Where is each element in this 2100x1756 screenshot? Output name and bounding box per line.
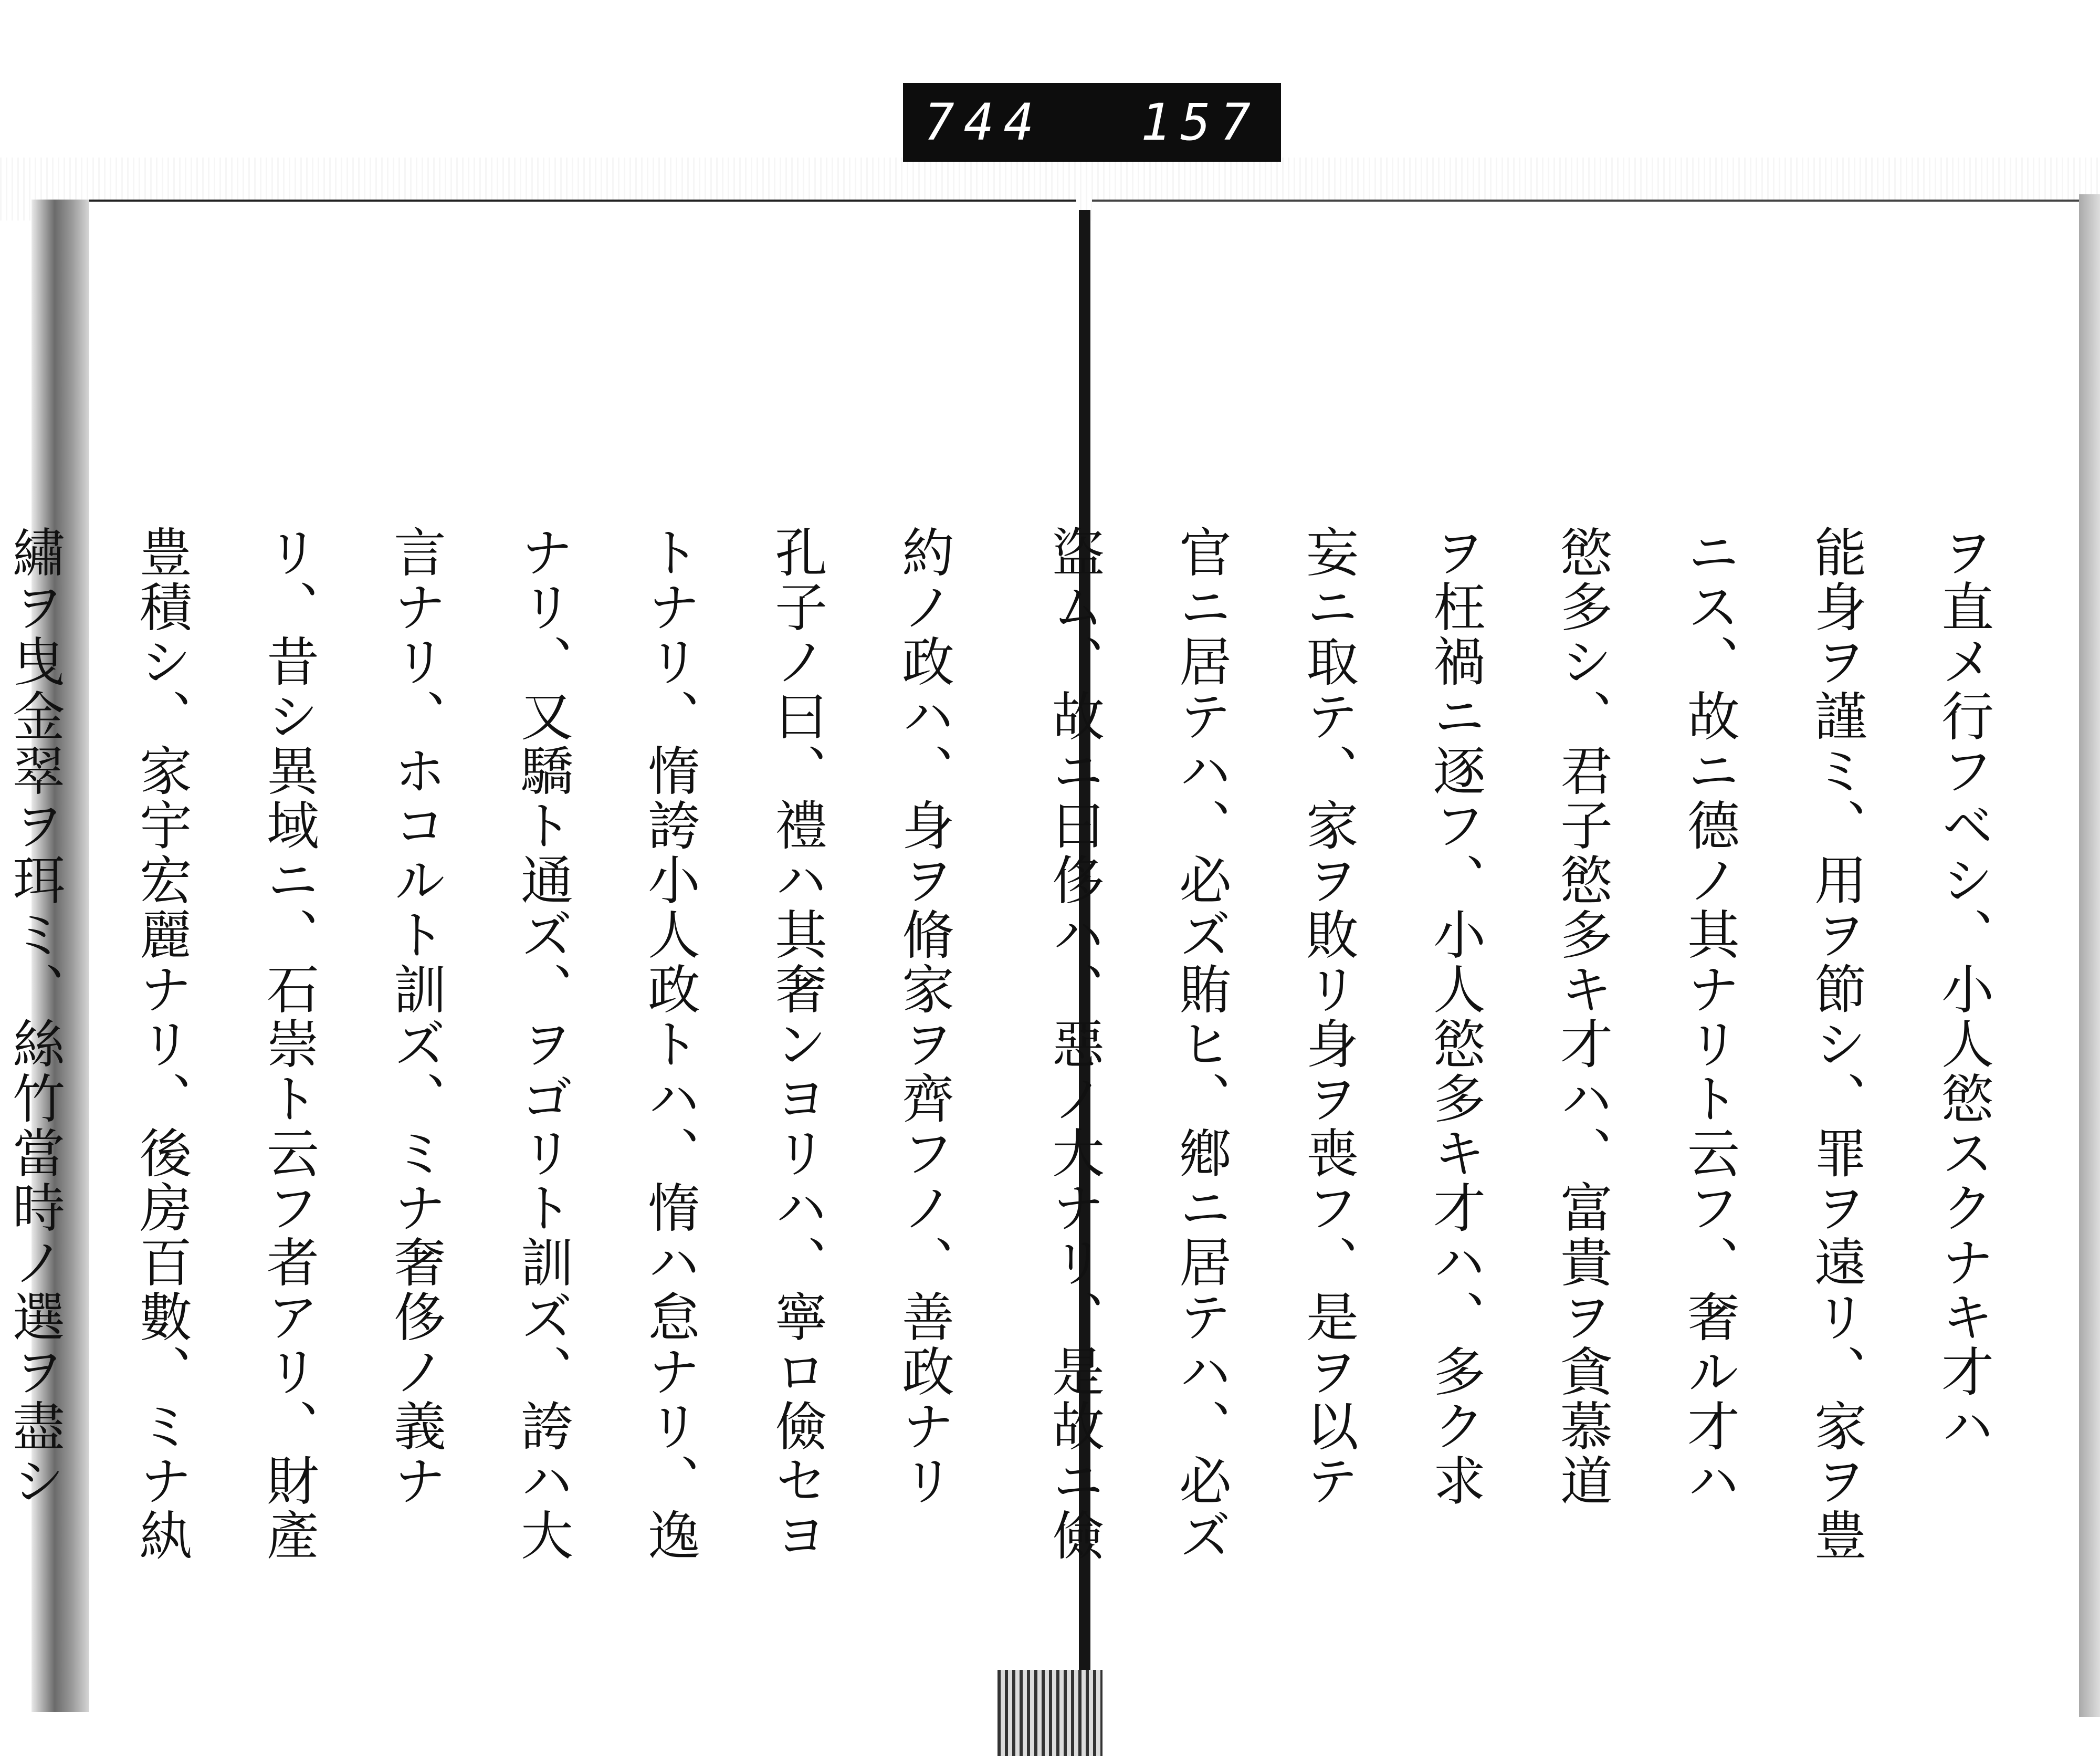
page-stack-edge-right bbox=[2079, 194, 2100, 1717]
label-number-right: 157 bbox=[1140, 93, 1260, 152]
text-column: 妄ニ取テ、家ヲ敗リ身ヲ喪フ、是ヲ以テ bbox=[1297, 525, 1359, 1508]
text-column: 言ナリ、ホコルト訓ズ、ミナ奢侈ノ義ナ bbox=[385, 525, 446, 1508]
text-column: 孔子ノ曰、禮ハ其奢ンヨリハ、寧ロ儉セヨ bbox=[766, 525, 827, 1563]
text-column: 盜ム、故ニ曰侈ハ、惡ノ大ナリ、是故ニ儉 bbox=[1043, 525, 1105, 1563]
text-column: 能身ヲ謹ミ、用ヲ節シ、罪ヲ遠リ、家ヲ豊 bbox=[1805, 525, 1867, 1563]
text-column: 慾多シ、君子慾多キ才ハ、富貴ヲ貪慕道 bbox=[1551, 525, 1613, 1508]
right-page-text bbox=[1043, 525, 2026, 1602]
label-number-left: 744 bbox=[924, 93, 1044, 152]
text-column: リ、昔シ異域ニ、石崇ト云フ者アリ、財產 bbox=[258, 525, 319, 1563]
text-column: 約ノ政ハ、身ヲ脩家ヲ齊フノ、善政ナリ bbox=[893, 525, 954, 1508]
text-column: ヲ枉禍ニ逐フ、小人慾多キ才ハ、多ク求 bbox=[1424, 525, 1486, 1508]
text-column: 官ニ居テハ、必ズ賄ヒ、鄕ニ居テハ、必ズ bbox=[1170, 525, 1232, 1563]
text-column: ナリ、又驕ト通ズ、ヲゴリト訓ズ、誇ハ大 bbox=[512, 525, 573, 1563]
left-page-text bbox=[4, 525, 987, 1602]
text-column: ニス、故ニ德ノ其ナリト云フ、奢ル才ハ bbox=[1678, 525, 1740, 1508]
text-column: ヲ直メ行フベシ、小人慾スクナキ才ハ bbox=[1933, 525, 1994, 1454]
text-column: 豊積シ、家宇宏麗ナリ、後房百數、ミナ紈 bbox=[131, 525, 192, 1563]
text-column: 繡ヲ曳金翠ヲ珥ミ、絲竹當時ノ選ヲ盡シ bbox=[4, 525, 65, 1508]
text-column: トナリ、惰誇小人政トハ、惰ハ怠ナリ、逸 bbox=[639, 525, 700, 1563]
binding-bottom bbox=[998, 1670, 1102, 1756]
